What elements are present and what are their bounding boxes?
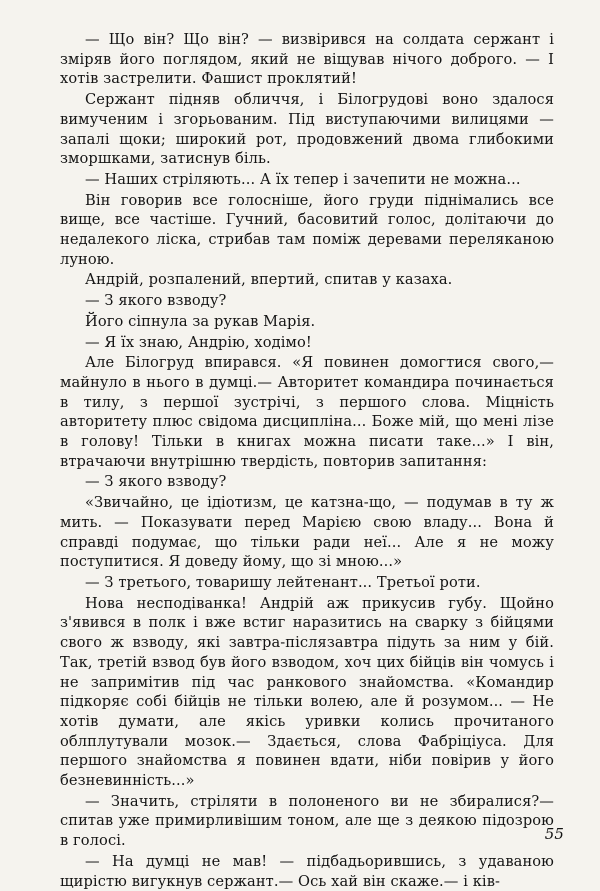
- paragraph-11: «Звичайно, це ідіотизм, це катзна-що, — подумав в ту ж мить. — Показувати перед Марією свою владу... Вона й справді подумає, що тільки ради неї... Але я не можу поступитися. Я доведу йому, що зі мною...»: [60, 494, 554, 571]
- paragraph-6: — З якого взводу?: [85, 292, 227, 310]
- paragraph-12: — З третього, товаришу лейтенант... Третьої роти.: [85, 573, 481, 591]
- paragraph-3: — Наших стріляють... А їх тепер і зачепити не можна...: [85, 170, 521, 188]
- paragraph-4: Він говорив все голосніше, його груди піднімались все вище, все частіше. Гучний, басовитий голос, долітаючи до недалекого ліска, стрибав там поміж деревами переляканою луною.: [60, 191, 554, 268]
- paragraph-8: — Я їх знаю, Андрію, ходімо!: [85, 333, 312, 351]
- page-number: 55: [544, 825, 564, 843]
- paragraph-7: Його сіпнула за рукав Марія.: [85, 312, 316, 330]
- paragraph-13: Нова несподіванка! Андрій аж прикусив губу. Щойно з'явився в полк і вже встиг наразитись на сварку з бійцями свого ж взводу, які завтра-післязавтра підуть за ним у бій. Так, третій взвод був його взводом, хоч цих бійців він чомусь і не запримітив під час ранкового знайомства. «Командир підкоряє собі бійців не тільки волею, але й розумом... — Не хотів думати, але якісь уривки колись прочитаного облплутували мозок.— Здається, слова Фабріціуса. Для першого знайомства я повинен вдати, ніби повірив у його безневинність...»: [60, 594, 554, 790]
- paragraph-2: Сержант підняв обличчя, і Білогрудові воно здалося вимученим і згорьованим. Під виступаючими вилицями — запалі щоки; широкий рот, продовжений двома глибокими зморшками, затиснув біль.: [60, 91, 554, 168]
- paragraph-9: Але Білогруд впирався. «Я повинен домогтися свого,— майнуло в нього в думці.— Авторитет командира починається в тилу, з першої зустрічі, з першого слова. Міцність авторитету плюс свідома дисципліна... Боже мій, що мені лізе в голову! Тільки в книгах можна писати таке...» І він, втрачаючи внутрішню твердість, повторив запитання:: [60, 354, 554, 470]
- paragraph-10: — З якого взводу?: [85, 473, 227, 491]
- paragraph-14: — Значить, стріляти в полоненого ви не збиралися?— спитав уже примирливішим тоном, але ще з деякою підозрою в голосі.: [60, 792, 554, 850]
- paragraph-5: Андрій, розпалений, впертий, спитав у казаха.: [85, 271, 453, 289]
- paragraph-15: — На думці не мав! — підбадьорившись, з удаваною щирістю вигукнув сержант.— Ось хай він скаже.— і ків-: [60, 852, 554, 890]
- paragraph-1: — Що він? Що він? — визвірився на солдата сержант і зміряв його поглядом, який не віщував нічого доброго. — І хотів застрелити. Фашист проклятий!: [60, 31, 554, 88]
